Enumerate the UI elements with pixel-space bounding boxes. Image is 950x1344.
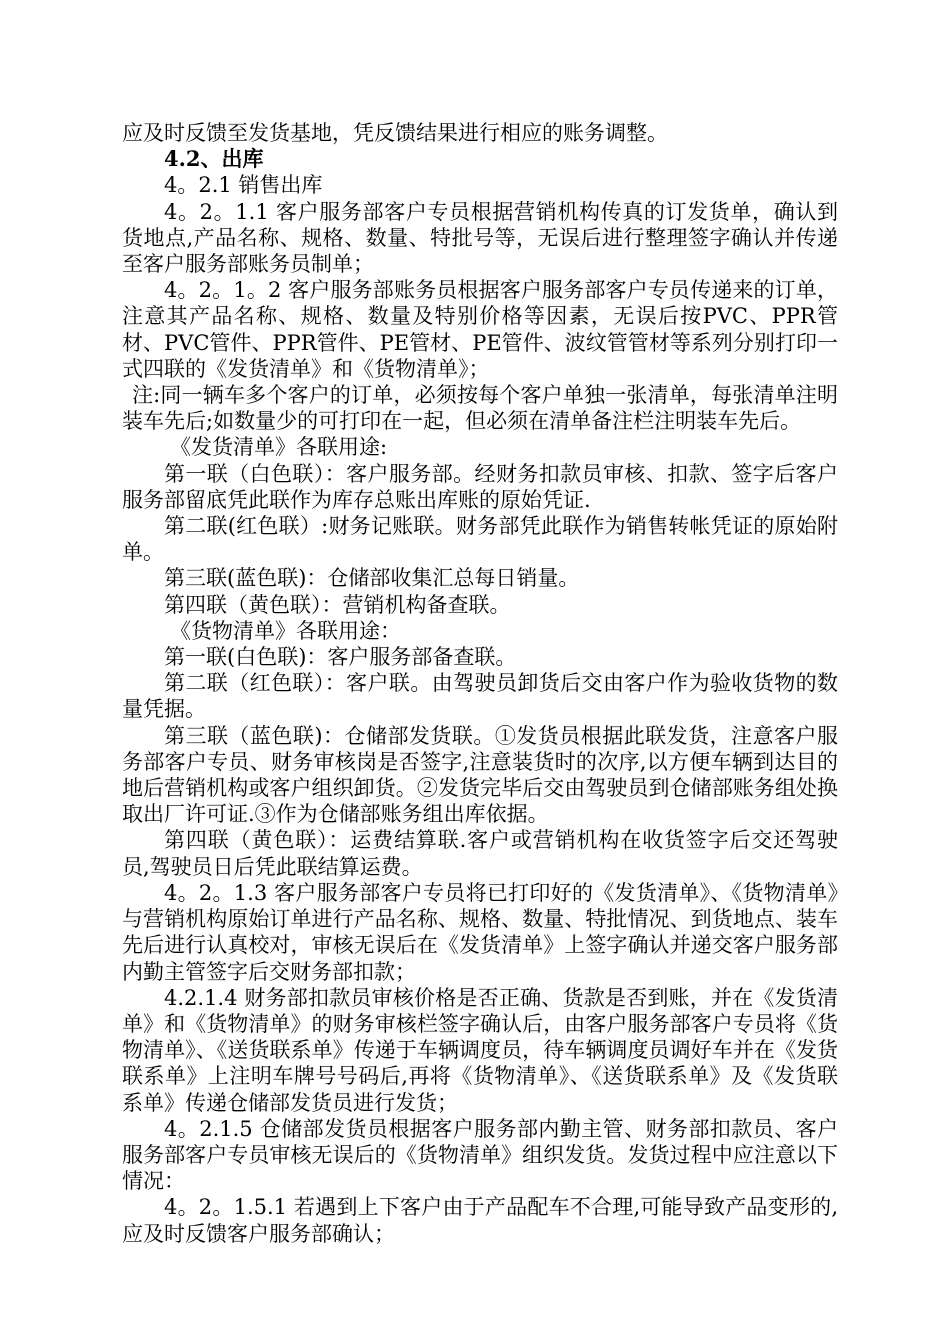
note-paragraph: 注:同一辆车多个客户的订单，必须按每个客户单独一张清单，每张清单注明装车先后;如数量少的可打印在一起，但必须在清单备注栏注明装车先后。 — [122, 383, 838, 434]
paragraph-4-2-1-3: 4。2。1.3 客户服务部客户专员将已打印好的《发货清单》、《货物清单》与营销机构原始订单进行产品名称、规格、数量、特批情况、到货地点、装车先后进行认真校对，审核无误后在《发货清单》上签字确认并递交客户服务部内勤主管签字后交财务部扣款； — [122, 880, 838, 984]
delivery-copy-4: 第四联（黄色联）：营销机构备查联。 — [164, 592, 511, 617]
goods-copy-3: 第三联（蓝色联)：仓储部发货联。①发货员根据此联发货，注意客户服务部客户专员、财务审核岗是否签字,注意装货时的次序,以方便车辆到达目的地后营销机构或客户组织卸货。②发货完毕后交由驾驶员到仓储部账务组处换取出厂许可证.③作为仓储部账务组出库依据。 — [122, 723, 838, 827]
paragraph-4-2-1-4: 4.2.1.4 财务部扣款员审核价格是否正确、货款是否到账，并在《发货清单》和《货物清单》的财务审核栏签字确认后，由客户服务部客户专员将《货物清单》、《送货联系单》传递于车辆调度员，待车辆调度员调好车并在《发货联系单》上注明车牌号号码后,再将《货物清单》、《送货联系单》及《发货联系单》传递仓储部发货员进行发货； — [122, 985, 838, 1115]
delivery-list-copies-heading: 《发货清单》各联用途: — [170, 435, 388, 460]
paragraph-feedback-adjustment: 应及时反馈至发货基地，凭反馈结果进行相应的账务调整。 — [122, 121, 668, 145]
paragraph-4-2-1-5: 4。2.1.5 仓储部发货员根据客户服务部内勤主管、财务部扣款员、客户服务部客户专员审核无误后的《货物清单》组织发货。发货过程中应注意以下情况： — [122, 1116, 838, 1194]
goods-copy-2: 第二联（红色联）：客户联。由驾驶员卸货后交由客户作为验收货物的数量凭据。 — [122, 671, 838, 722]
paragraph-4-2-1-1: 4。2。1.1 客户服务部客户专员根据营销机构传真的订发货单，确认到货地点,产品名称、规格、数量、特批号等，无误后进行整理签字确认并传递至客户服务部账务员制单； — [122, 199, 838, 277]
delivery-copy-3: 第三联(蓝色联)：仓储部收集汇总每日销量。 — [164, 566, 580, 591]
goods-copy-4: 第四联（黄色联）：运费结算联.客户或营销机构在收货签字后交还驾驶员,驾驶员日后凭此联结算运费。 — [122, 828, 838, 879]
subsection-heading-sales-outbound: 4。2.1 销售出库 — [164, 173, 323, 198]
paragraph-4-2-1-2: 4。2。1。2 客户服务部账务员根据客户服务部客户专员传递来的订单，注意其产品名称、规格、数量及特别价格等因素，无误后按PVC、PPR管材、PVC管件、PPR管件、PE管材、PE管件、波纹管管材等系列分别打印一式四联的《发货清单》和《货物清单》； — [122, 278, 838, 381]
delivery-copy-2: 第二联(红色联）:财务记账联。财务部凭此联作为销售转帐凭证的原始附单。 — [122, 514, 838, 565]
paragraph-4-2-1-5-1: 4。2。1.5.1 若遇到上下客户由于产品配车不合理,可能导致产品变形的,应及时反馈客户服务部确认； — [122, 1195, 838, 1246]
goods-list-copies-heading: 《货物清单》各联用途： — [170, 618, 401, 643]
delivery-copy-1: 第一联（白色联）：客户服务部。经财务扣款员审核、扣款、签字后客户服务部留底凭此联作为库存总账出库账的原始凭证. — [122, 461, 838, 512]
document-page — [122, 120, 838, 1247]
goods-copy-1: 第一联(白色联)：客户服务部备查联。 — [164, 645, 517, 670]
section-heading-outbound: 4.2、出库 — [164, 146, 264, 172]
